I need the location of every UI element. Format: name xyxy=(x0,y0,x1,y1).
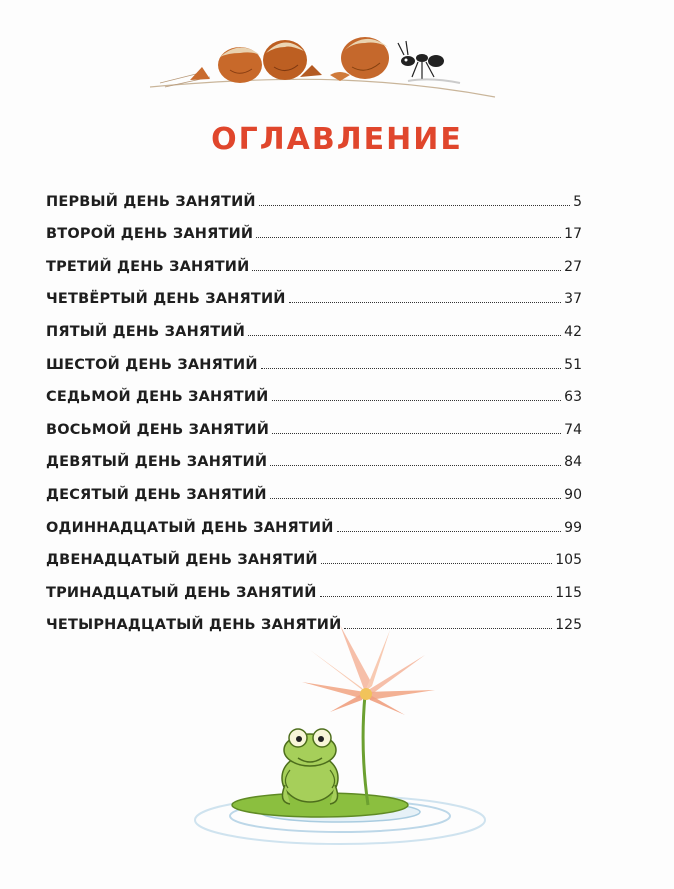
toc-entry-label: ВОСЬМОЙ ДЕНЬ ЗАНЯТИЙ xyxy=(46,421,270,438)
hazelnut-icon xyxy=(341,37,389,79)
toc-entry-page: 105 xyxy=(555,552,582,569)
toc-entry-page: 37 xyxy=(564,291,582,308)
toc-entry-label: ДЕВЯТЫЙ ДЕНЬ ЗАНЯТИЙ xyxy=(46,454,268,471)
dot-leader xyxy=(321,563,553,564)
toc-entry[interactable] xyxy=(46,405,582,438)
toc-entry-page: 74 xyxy=(564,421,582,438)
toc-entry[interactable] xyxy=(46,242,582,275)
frog-on-lily-pad-illustration xyxy=(190,620,500,850)
page-title: ОГЛАВЛЕНИЕ xyxy=(211,122,463,157)
toc-entry-page: 90 xyxy=(564,486,582,503)
toc-entry-page: 115 xyxy=(555,584,582,601)
toc-entry-label: ШЕСТОЙ ДЕНЬ ЗАНЯТИЙ xyxy=(46,356,258,373)
toc-entry[interactable] xyxy=(46,340,582,373)
toc-entry[interactable] xyxy=(46,275,582,308)
dot-leader xyxy=(289,302,562,303)
hazelnut-icon xyxy=(263,40,307,80)
table-of-contents xyxy=(46,177,582,633)
toc-entry-label: ТРИНАДЦАТЫЙ ДЕНЬ ЗАНЯТИЙ xyxy=(46,584,317,601)
dot-leader xyxy=(259,205,570,206)
dot-leader xyxy=(261,368,561,369)
frog-icon xyxy=(282,729,338,804)
toc-entry-label: ПЯТЫЙ ДЕНЬ ЗАНЯТИЙ xyxy=(46,323,246,340)
hazelnut-icon xyxy=(218,47,262,83)
dot-leader xyxy=(252,270,561,271)
toc-entry[interactable] xyxy=(46,536,582,569)
dot-leader xyxy=(337,531,562,532)
dot-leader xyxy=(270,498,561,499)
toc-entry-page: 84 xyxy=(564,454,582,471)
dot-leader xyxy=(320,596,553,597)
dot-leader xyxy=(270,465,561,466)
toc-entry[interactable] xyxy=(46,438,582,471)
toc-entry-label: ДВЕНАДЦАТЫЙ ДЕНЬ ЗАНЯТИЙ xyxy=(46,552,318,569)
toc-entry-page: 5 xyxy=(573,193,582,210)
toc-entry-page: 27 xyxy=(564,258,582,275)
hazelnuts-and-ant-illustration xyxy=(140,25,500,115)
toc-entry[interactable] xyxy=(46,373,582,406)
toc-entry-label: ТРЕТИЙ ДЕНЬ ЗАНЯТИЙ xyxy=(46,258,250,275)
toc-entry-label: ДЕСЯТЫЙ ДЕНЬ ЗАНЯТИЙ xyxy=(46,486,267,503)
toc-entry-label: ОДИННАДЦАТЫЙ ДЕНЬ ЗАНЯТИЙ xyxy=(46,519,334,536)
toc-entry-label: ЧЕТЫРНАДЦАТЫЙ ДЕНЬ ЗАНЯТИЙ xyxy=(46,617,342,634)
ant-icon xyxy=(398,41,460,83)
toc-entry-page: 51 xyxy=(564,356,582,373)
toc-entry[interactable] xyxy=(46,210,582,243)
toc-entry-label: ЧЕТВЁРТЫЙ ДЕНЬ ЗАНЯТИЙ xyxy=(46,291,286,308)
toc-entry-label: СЕДЬМОЙ ДЕНЬ ЗАНЯТИЙ xyxy=(46,389,269,406)
water-lily-flower-icon xyxy=(302,625,435,715)
toc-entry[interactable] xyxy=(46,177,582,210)
toc-entry-page: 99 xyxy=(564,519,582,536)
toc-entry-page: 42 xyxy=(564,323,582,340)
toc-entry[interactable] xyxy=(46,470,582,503)
dot-leader xyxy=(248,335,561,336)
toc-entry-page: 17 xyxy=(564,226,582,243)
toc-entry[interactable] xyxy=(46,307,582,340)
toc-entry-page: 63 xyxy=(564,389,582,406)
toc-entry[interactable] xyxy=(46,503,582,536)
toc-entry[interactable] xyxy=(46,568,582,601)
dot-leader xyxy=(256,237,561,238)
toc-entry-label: ВТОРОЙ ДЕНЬ ЗАНЯТИЙ xyxy=(46,226,254,243)
dot-leader xyxy=(272,433,561,434)
toc-entry-page: 125 xyxy=(555,617,582,634)
toc-entry-label: ПЕРВЫЙ ДЕНЬ ЗАНЯТИЙ xyxy=(46,193,256,210)
dot-leader xyxy=(272,400,562,401)
